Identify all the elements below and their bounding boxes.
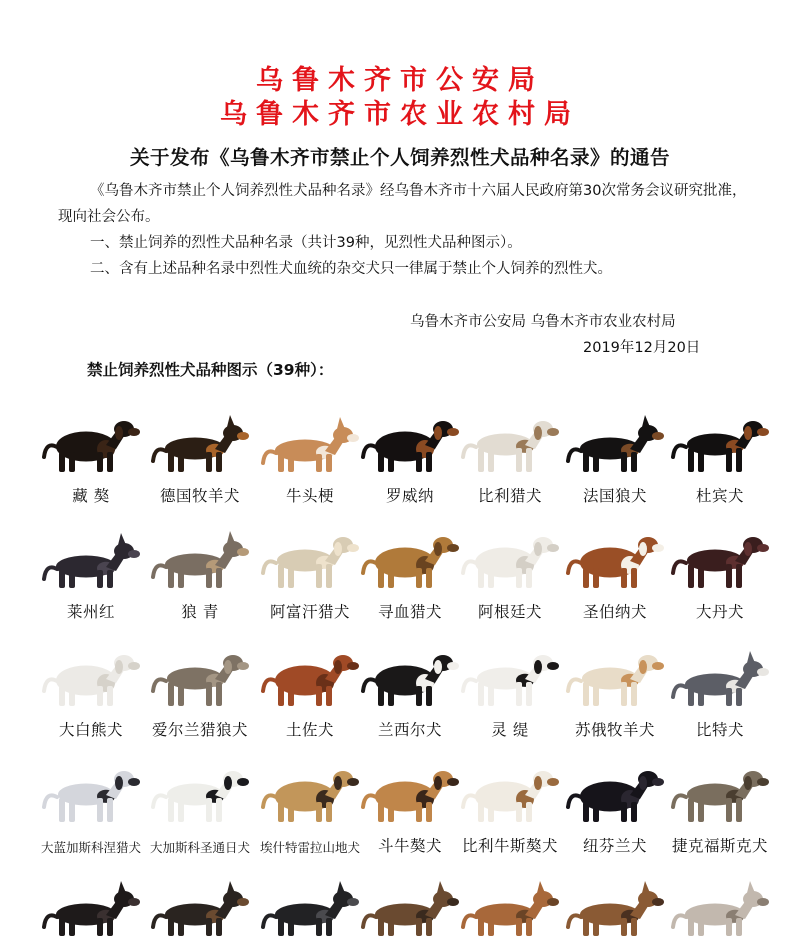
breed-name: 莱州红 [66,603,115,621]
dog-photo [36,518,146,598]
breed-name: 捷克福斯克犬 [671,837,768,855]
breed-name: 纽芬兰犬 [582,837,647,855]
dog-photo [145,402,255,482]
notice-paragraph: 《乌鲁木齐市禁止个人饲养烈性犬品种名录》经乌鲁木齐市十六届人民政府第30次常务会议研究批准，现向社会公布。 [58,183,747,225]
notice-title: 关于发布《乌鲁木齐市禁止个人饲养烈性犬品种名录》的通告 [129,146,670,169]
dog-silhouette-icon [455,402,565,482]
dog-silhouette-icon [255,866,365,946]
dog-photo [455,636,565,716]
breed-name: 大丹犬 [695,603,744,621]
dog-silhouette-icon [36,518,146,598]
dog-photo [355,636,465,716]
dog-silhouette-icon [560,866,670,946]
dog-silhouette-icon [355,752,465,832]
breed-name: 罗威纳 [385,487,434,505]
dog-silhouette-icon [145,752,255,832]
breed-name: 兰西尔犬 [377,721,442,739]
dog-photo [560,402,670,482]
dog-silhouette-icon [455,866,565,946]
dog-photo [36,636,146,716]
dog-silhouette-icon [560,752,670,832]
dog-photo [665,402,775,482]
agency-title-police: 乌鲁木齐市公安局 [256,65,544,96]
dog-photo [255,866,365,946]
dog-photo [145,636,255,716]
dog-photo [145,866,255,946]
dog-photo [665,518,775,598]
dog-photo [36,866,146,946]
breed-name: 大蓝加斯科涅猎犬 [40,840,141,855]
dog-photo [145,752,255,832]
gallery-subtitle: 禁止饲养烈性犬品种图示（39种）： [87,361,334,379]
dog-photo [560,636,670,716]
dog-silhouette-icon [36,636,146,716]
dog-photo [255,402,365,482]
breed-name: 寻血猎犬 [377,603,442,621]
dog-silhouette-icon [560,402,670,482]
dog-silhouette-icon [355,402,465,482]
dog-silhouette-icon [455,752,565,832]
dog-photo [665,752,775,832]
dog-photo [455,402,565,482]
breed-name: 圣伯纳犬 [582,603,647,621]
breed-name: 苏俄牧羊犬 [574,721,655,739]
breed-name: 德国牧羊犬 [159,487,240,505]
dog-photo [355,752,465,832]
dog-photo [36,752,146,832]
dog-silhouette-icon [36,866,146,946]
dog-photo [36,402,146,482]
breed-name: 阿富汗猎犬 [269,603,350,621]
dog-photo [455,752,565,832]
breed-name: 埃什特雷拉山地犬 [259,840,360,855]
breed-name: 比利猎犬 [477,487,542,505]
dog-silhouette-icon [355,866,465,946]
dog-silhouette-icon [355,518,465,598]
dog-photo [355,402,465,482]
dog-silhouette-icon [145,518,255,598]
dog-photo [355,518,465,598]
breed-name: 土佐犬 [285,721,334,739]
dog-silhouette-icon [455,518,565,598]
dog-photo [145,518,255,598]
dog-silhouette-icon [145,402,255,482]
breed-name: 比利牛斯獒犬 [461,837,558,855]
dog-photo [255,636,365,716]
dog-silhouette-icon [255,752,365,832]
issuing-agencies: 乌鲁木齐市公安局 乌鲁木齐市农业农村局 [410,314,676,330]
dog-photo [455,866,565,946]
issue-date: 2019年12月20日 [583,340,701,356]
breed-name: 灵 缇 [491,721,529,739]
breed-name: 阿根廷犬 [477,603,542,621]
dog-photo [355,866,465,946]
dog-silhouette-icon [455,636,565,716]
breed-name: 杜宾犬 [695,487,744,505]
dog-photo [560,752,670,832]
dog-silhouette-icon [665,518,775,598]
dog-silhouette-icon [355,636,465,716]
dog-silhouette-icon [36,402,146,482]
dog-silhouette-icon [145,866,255,946]
dog-photo [255,518,365,598]
agency-title-agriculture: 乌鲁木齐市农业农村局 [220,99,580,130]
breed-name: 大加斯科圣通日犬 [149,840,250,855]
breed-name: 爱尔兰猎狼犬 [151,721,248,739]
dog-silhouette-icon [665,752,775,832]
breed-name: 斗牛獒犬 [377,837,442,855]
dog-silhouette-icon [665,402,775,482]
notice-item-1: 一、禁止饲养的烈性犬品种名录（共计39种，见烈性犬品种图示）。 [90,235,522,251]
dog-photo [560,866,670,946]
breed-name: 法国狼犬 [582,487,647,505]
breed-name: 大白熊犬 [58,721,123,739]
dog-photo [255,752,365,832]
dog-silhouette-icon [145,636,255,716]
dog-silhouette-icon [665,866,775,946]
breed-name: 比特犬 [695,721,744,739]
breed-name: 牛头梗 [285,487,334,505]
notice-item-2: 二、含有上述品种名录中烈性犬血统的杂交犬只一律属于禁止个人饲养的烈性犬。 [90,261,612,277]
dog-photo [455,518,565,598]
dog-silhouette-icon [36,752,146,832]
dog-silhouette-icon [560,518,670,598]
dog-silhouette-icon [560,636,670,716]
dog-silhouette-icon [255,636,365,716]
dog-silhouette-icon [665,636,775,716]
breed-name: 狼 青 [181,603,219,621]
breed-name: 藏 獒 [72,487,110,505]
dog-silhouette-icon [255,518,365,598]
dog-silhouette-icon [255,402,365,482]
dog-photo [665,636,775,716]
dog-photo [665,866,775,946]
dog-photo [560,518,670,598]
